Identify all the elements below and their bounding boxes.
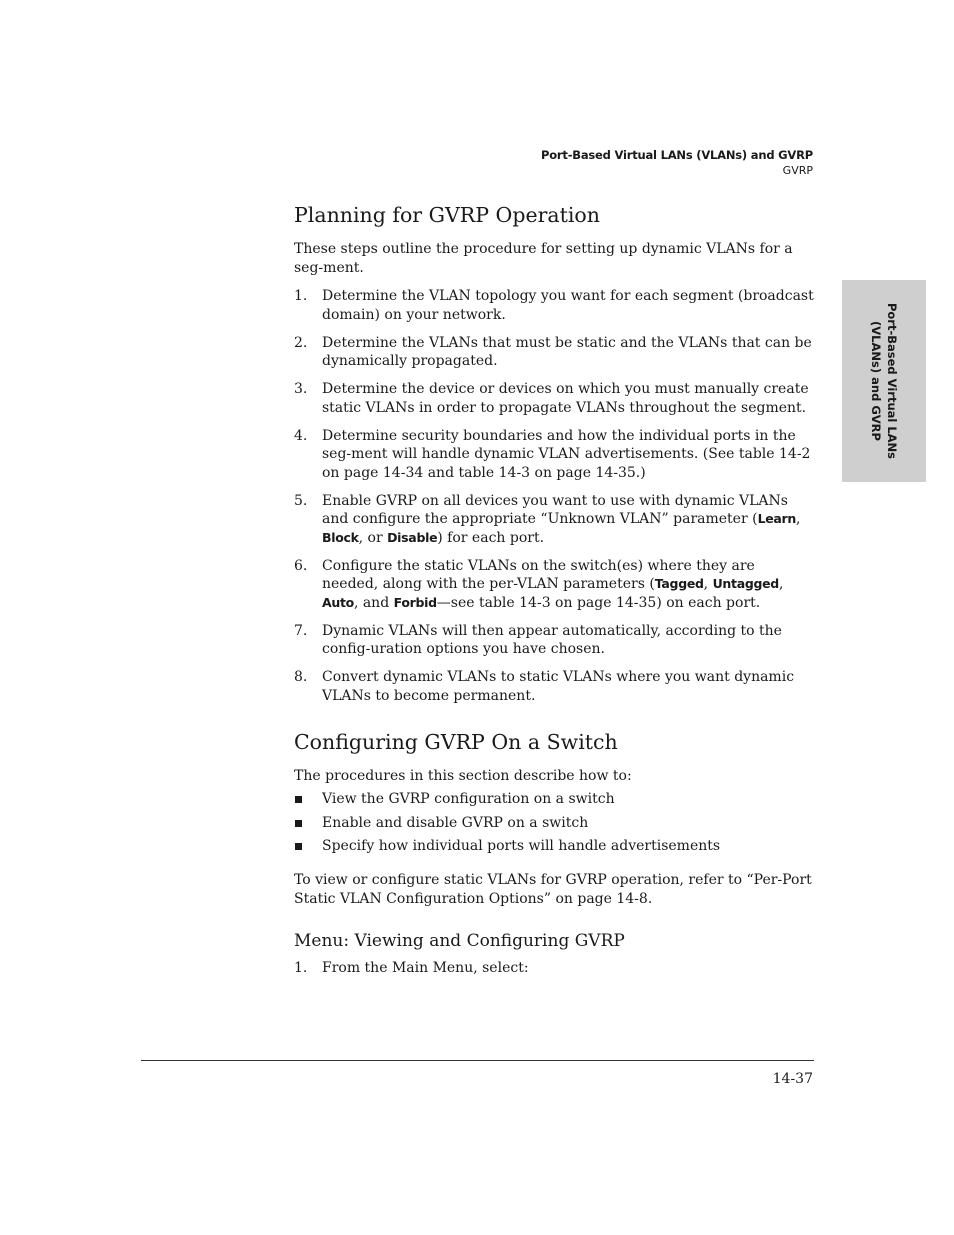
running-header [541, 147, 813, 179]
bullet-square-icon [295, 843, 302, 850]
step-text [322, 493, 800, 546]
step-text-part: Configure the static VLANs on the switch(es) where they are needed, along with the per-VLAN parameters ( [322, 557, 755, 592]
menu-steps-list [294, 959, 814, 978]
step-number: 4. [294, 427, 308, 444]
planning-steps-list [294, 287, 814, 705]
step-text: Determine the VLAN topology you want for each segment (broadcast domain) on your network. [322, 288, 814, 323]
list-item [294, 959, 814, 978]
step-text: Determine the device or devices on which you must manually create static VLANs in order to propagate VLANs throughout the segment. [322, 381, 809, 416]
menu-heading: Menu: Viewing and Configuring GVRP [294, 930, 625, 951]
step-number: 6. [294, 557, 308, 574]
list-item [294, 622, 814, 659]
keyword-untagged: Untagged [712, 576, 779, 591]
configuring-heading: Configuring GVRP On a Switch [294, 730, 618, 754]
step-number: 1. [294, 959, 308, 976]
chapter-title: Port-Based Virtual LANs (VLANs) and GVRP [541, 148, 813, 162]
bullet-text: Enable and disable GVRP on a switch [322, 814, 589, 831]
step-text-part: —see table 14-3 on page 14-35) on each port. [436, 594, 761, 611]
side-tab-line-1: Port-Based Virtual LANs [885, 302, 899, 460]
step-text-part: , and [353, 594, 394, 611]
side-tab-label [868, 286, 900, 476]
step-number: 2. [294, 334, 308, 351]
step-text-part: , [778, 576, 784, 592]
list-item [294, 814, 814, 833]
list-item [294, 557, 814, 613]
step-number: 3. [294, 381, 308, 397]
step-text-part: , or [358, 529, 388, 546]
step-text: Determine security boundaries and how the individual ports in the seg-ment will handle dynamic VLAN advertisements. (See table 14-2 on page 14-34 and table 14-3 on page 14-35.) [322, 427, 811, 481]
step-text [322, 558, 783, 611]
keyword-tagged: Tagged [654, 576, 704, 591]
step-number: 1. [294, 288, 308, 304]
side-tab-line-2: (VLANs) and GVRP [869, 321, 883, 441]
page-content [294, 200, 814, 987]
footer-rule [141, 1060, 814, 1061]
configuring-note: To view or configure static VLANs for GVRP operation, refer to “Per-Port Static VLAN Configuration Options” on page 14-8. [294, 871, 812, 907]
step-text-part: ) for each port. [437, 529, 545, 546]
step-text: Convert dynamic VLANs to static VLANs where you want dynamic VLANs to become permanent. [322, 669, 795, 704]
step-text: From the Main Menu, select: [322, 959, 529, 976]
list-item [294, 837, 814, 856]
keyword-forbid: Forbid [393, 594, 437, 610]
bullet-square-icon [295, 796, 302, 803]
step-text: Dynamic VLANs will then appear automatically, according to the config-uration options you have chosen. [322, 622, 782, 657]
keyword-block: Block [322, 529, 359, 545]
step-number: 8. [294, 669, 308, 685]
keyword-auto: Auto [322, 594, 354, 610]
section-title: GVRP [782, 164, 813, 177]
configuring-intro: The procedures in this section describe how to: [294, 768, 632, 784]
chapter-side-tab [842, 280, 926, 482]
planning-heading: Planning for GVRP Operation [294, 203, 600, 227]
list-item [294, 334, 814, 371]
step-text-part: , [703, 576, 713, 592]
bullet-square-icon [295, 820, 302, 827]
step-number: 7. [294, 622, 308, 639]
keyword-learn: Learn [757, 511, 797, 526]
planning-intro: These steps outline the procedure for setting up dynamic VLANs for a seg-ment. [294, 241, 793, 276]
configuring-bullets-list [294, 790, 814, 856]
page-number: 14-37 [772, 1071, 813, 1087]
list-item [294, 427, 814, 483]
bullet-text: View the GVRP configuration on a switch [322, 791, 615, 807]
list-item [294, 287, 814, 324]
list-item [294, 668, 814, 705]
bullet-text: Specify how individual ports will handle advertisements [322, 838, 721, 854]
list-item [294, 790, 814, 809]
keyword-disable: Disable [387, 529, 438, 545]
step-text-part: , [796, 511, 801, 527]
step-text-part: Enable GVRP on all devices you want to use with dynamic VLANs and configure the appropriate “Unknown VLAN” parameter ( [322, 492, 788, 527]
list-item [294, 492, 814, 548]
step-number: 5. [294, 492, 308, 509]
list-item [294, 380, 814, 417]
step-text: Determine the VLANs that must be static and the VLANs that can be dynamically propagated. [322, 334, 812, 369]
